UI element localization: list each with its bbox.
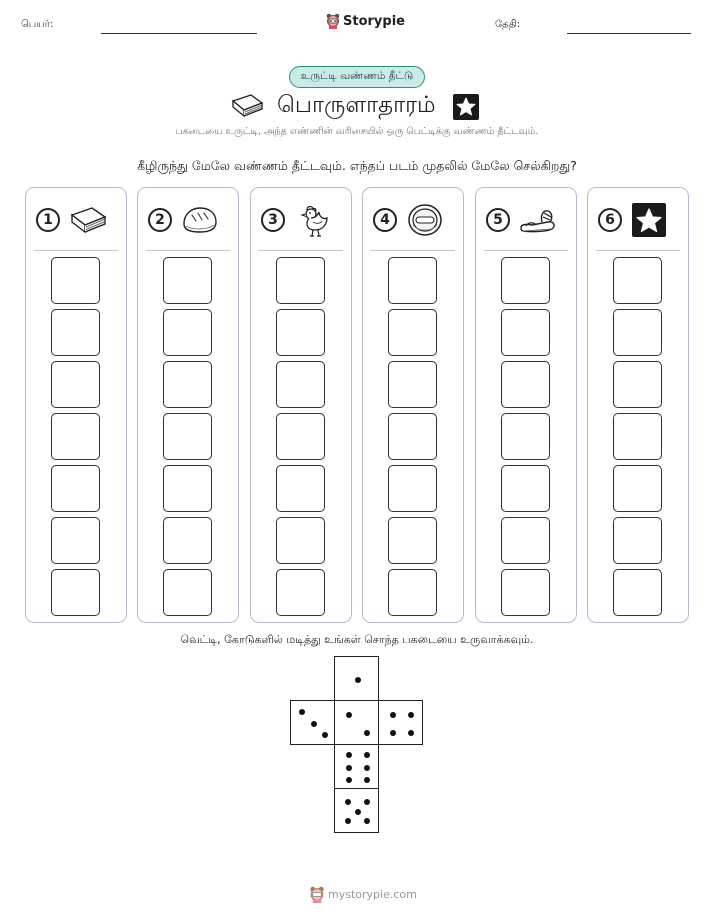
color-box[interactable] xyxy=(613,569,662,616)
dice-face-1 xyxy=(334,656,379,701)
star-icon xyxy=(453,94,479,120)
color-box[interactable] xyxy=(613,413,662,460)
column-header xyxy=(148,202,230,238)
color-box[interactable] xyxy=(501,465,550,512)
color-box[interactable] xyxy=(501,413,550,460)
dice-pip xyxy=(364,765,370,771)
page-title: பொருளாதாரம் xyxy=(277,92,436,118)
title-row xyxy=(0,89,714,123)
dice-pip xyxy=(346,765,352,771)
column-number: 3 xyxy=(261,208,285,232)
color-box[interactable] xyxy=(613,361,662,408)
book-icon xyxy=(68,202,108,238)
dice-face-4 xyxy=(378,700,423,745)
date-field[interactable] xyxy=(567,33,691,34)
column-number: 5 xyxy=(486,208,510,232)
column-header xyxy=(36,202,118,238)
column-divider xyxy=(34,250,118,251)
column-4 xyxy=(362,187,464,623)
dice-face-3 xyxy=(290,700,335,745)
column-2 xyxy=(137,187,239,623)
color-box[interactable] xyxy=(276,309,325,356)
dice-pip xyxy=(364,818,370,824)
color-box[interactable] xyxy=(388,569,437,616)
column-number: 4 xyxy=(373,208,397,232)
mascot-icon xyxy=(309,886,325,903)
column-number: 6 xyxy=(598,208,622,232)
column-header xyxy=(373,202,455,238)
brand-name: Storypie xyxy=(343,13,405,29)
dice-pip xyxy=(345,818,351,824)
book-icon xyxy=(229,91,265,119)
brand-logo xyxy=(326,13,405,29)
color-box[interactable] xyxy=(388,517,437,564)
column-divider xyxy=(371,250,455,251)
dice-pip xyxy=(390,730,396,736)
dice-face-2 xyxy=(334,700,379,745)
color-box[interactable] xyxy=(613,465,662,512)
color-box[interactable] xyxy=(613,309,662,356)
dice-pip xyxy=(408,730,414,736)
color-box[interactable] xyxy=(388,257,437,304)
color-box[interactable] xyxy=(51,517,100,564)
column-header xyxy=(261,202,343,238)
column-header xyxy=(598,202,680,238)
footer xyxy=(309,886,417,903)
bread-icon xyxy=(180,202,220,238)
color-box[interactable] xyxy=(501,309,550,356)
color-box[interactable] xyxy=(501,517,550,564)
column-number: 2 xyxy=(148,208,172,232)
color-box[interactable] xyxy=(163,569,212,616)
column-5 xyxy=(475,187,577,623)
dice-face-5 xyxy=(334,788,379,833)
color-box[interactable] xyxy=(51,569,100,616)
dice-pip xyxy=(364,777,370,783)
dice-pip xyxy=(390,712,396,718)
color-box[interactable] xyxy=(51,361,100,408)
footer-url: mystorypie.com xyxy=(328,888,417,901)
column-divider xyxy=(146,250,230,251)
dice-pip xyxy=(322,732,328,738)
color-box[interactable] xyxy=(163,517,212,564)
color-box[interactable] xyxy=(613,517,662,564)
dice-pip xyxy=(355,677,361,683)
column-3 xyxy=(250,187,352,623)
color-box[interactable] xyxy=(388,413,437,460)
color-box[interactable] xyxy=(388,465,437,512)
dice-pip xyxy=(364,730,370,736)
coin-icon xyxy=(405,202,445,238)
color-box[interactable] xyxy=(276,257,325,304)
activity-tag: உருட்டி வண்ணம் தீட்டு xyxy=(289,66,425,88)
mascot-icon xyxy=(326,13,340,29)
color-box[interactable] xyxy=(613,257,662,304)
dice-pip xyxy=(355,809,361,815)
column-header xyxy=(486,202,568,238)
dice-pip xyxy=(299,709,305,715)
column-6 xyxy=(587,187,689,623)
column-divider xyxy=(484,250,568,251)
color-box[interactable] xyxy=(501,361,550,408)
dice-pip xyxy=(346,752,352,758)
color-box[interactable] xyxy=(276,517,325,564)
column-divider xyxy=(596,250,680,251)
dice-pip xyxy=(408,712,414,718)
sandal-icon xyxy=(518,202,558,238)
column-number: 1 xyxy=(36,208,60,232)
color-box[interactable] xyxy=(163,361,212,408)
name-field[interactable] xyxy=(101,33,257,34)
color-box[interactable] xyxy=(51,413,100,460)
dice-pip xyxy=(346,712,352,718)
date-label: தேதி: xyxy=(495,19,521,30)
name-label: பெயர்: xyxy=(21,19,54,30)
cut-instruction: வெட்டி, கோடுகளில் மடித்து உங்கள் சொந்த பகடையை உருவாக்கவும். xyxy=(180,633,534,646)
color-box[interactable] xyxy=(163,257,212,304)
column-divider xyxy=(259,250,343,251)
color-box[interactable] xyxy=(276,361,325,408)
star-icon xyxy=(630,202,670,238)
subtitle: பகடையை உருட்டி, அந்த எண்ணின் வரிசையில் ஒரு பெட்டிக்கு வண்ணம் தீட்டவும். xyxy=(175,126,539,137)
color-box[interactable] xyxy=(388,309,437,356)
dice-pip xyxy=(345,799,351,805)
color-box[interactable] xyxy=(163,413,212,460)
color-box[interactable] xyxy=(163,309,212,356)
color-box[interactable] xyxy=(163,465,212,512)
dice-face-6 xyxy=(334,744,379,789)
column-1 xyxy=(25,187,127,623)
color-box[interactable] xyxy=(276,413,325,460)
dice-pip xyxy=(364,799,370,805)
color-box[interactable] xyxy=(501,569,550,616)
color-box[interactable] xyxy=(276,569,325,616)
color-box[interactable] xyxy=(51,309,100,356)
dice-pip xyxy=(364,752,370,758)
color-box[interactable] xyxy=(51,465,100,512)
color-box[interactable] xyxy=(276,465,325,512)
instruction: கீழிருந்து மேலே வண்ணம் தீட்டவும். எந்தப் படம் முதலில் மேலே செல்கிறது? xyxy=(137,158,577,173)
color-box[interactable] xyxy=(501,257,550,304)
color-box[interactable] xyxy=(388,361,437,408)
chicken-icon xyxy=(293,202,333,238)
color-box[interactable] xyxy=(51,257,100,304)
dice-pip xyxy=(346,777,352,783)
dice-pip xyxy=(311,721,317,727)
